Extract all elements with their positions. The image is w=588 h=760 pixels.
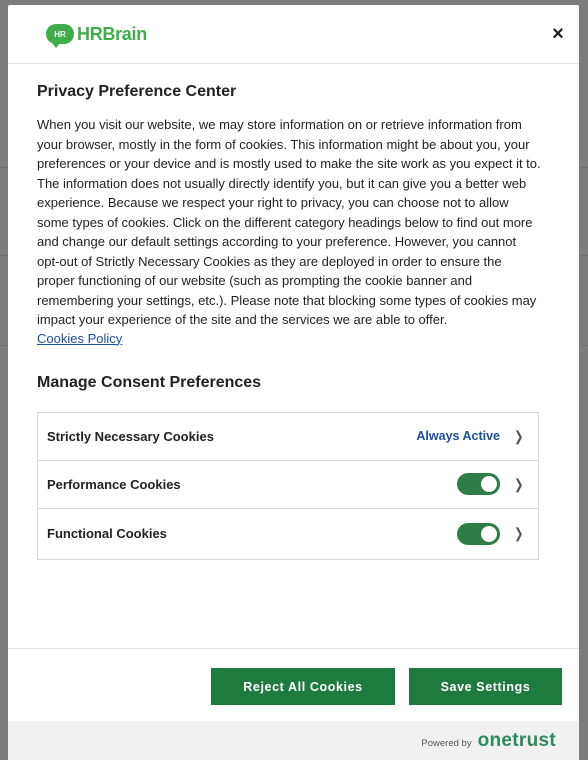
modal-header bbox=[8, 5, 579, 64]
category-performance[interactable] bbox=[38, 461, 538, 509]
onetrust-logo[interactable]: onetrust bbox=[477, 729, 556, 751]
powered-by-bar bbox=[8, 721, 579, 760]
cookies-policy-link[interactable]: Cookies Policy bbox=[37, 330, 123, 346]
hrbrain-logo bbox=[46, 22, 147, 46]
category-name: Strictly Necessary Cookies bbox=[47, 428, 214, 444]
powered-by-label: Powered by bbox=[421, 737, 472, 749]
logo-badge-icon: HR bbox=[46, 24, 74, 44]
privacy-description: When you visit our website, we may store information on or retrieve information from your browser, mostly in the form of cookies. This information might be about you, your preferences or your device and is mostly used to make the site work as you expect it to. The information does not usually directly identify you, but it can give you a better web experience. Because we respect your right to privacy, you can choose not to allow some types of cookies. Click on the different category headings below to find out more and change our default settings according to your preference. However, you cannot opt-out of Strictly Necessary Cookies as they are deployed in order to ensure the proper functioning of our website (such as prompting the cookie banner and remembering your settings, etc.). Please note that blocking some types of cookies may impact your experience of the site and the services we are able to offer. bbox=[37, 117, 541, 327]
save-settings-button[interactable]: Save Settings bbox=[409, 668, 562, 705]
cookie-category-list bbox=[37, 412, 539, 560]
performance-toggle[interactable] bbox=[457, 473, 500, 495]
category-functional[interactable] bbox=[38, 509, 538, 559]
category-name: Functional Cookies bbox=[47, 526, 167, 541]
reject-all-button[interactable]: Reject All Cookies bbox=[211, 668, 395, 705]
always-active-label: Always Active bbox=[416, 429, 500, 443]
chevron-right-icon: ❯ bbox=[514, 427, 524, 444]
toggle-knob bbox=[481, 476, 497, 492]
chevron-right-icon: ❯ bbox=[514, 475, 524, 492]
category-name: Performance Cookies bbox=[47, 476, 181, 492]
page-title: Privacy Preference Center bbox=[37, 83, 237, 100]
close-icon[interactable]: × bbox=[552, 23, 564, 45]
modal-content bbox=[37, 63, 542, 560]
modal-footer bbox=[8, 648, 579, 722]
toggle-knob bbox=[481, 526, 497, 542]
chevron-right-icon: ❯ bbox=[514, 525, 524, 541]
category-strictly-necessary[interactable] bbox=[38, 413, 538, 461]
logo-text: HRBrain bbox=[77, 23, 147, 44]
consent-title: Manage Consent Preferences bbox=[37, 373, 262, 391]
functional-toggle[interactable] bbox=[457, 523, 500, 545]
privacy-preference-modal bbox=[8, 5, 579, 760]
